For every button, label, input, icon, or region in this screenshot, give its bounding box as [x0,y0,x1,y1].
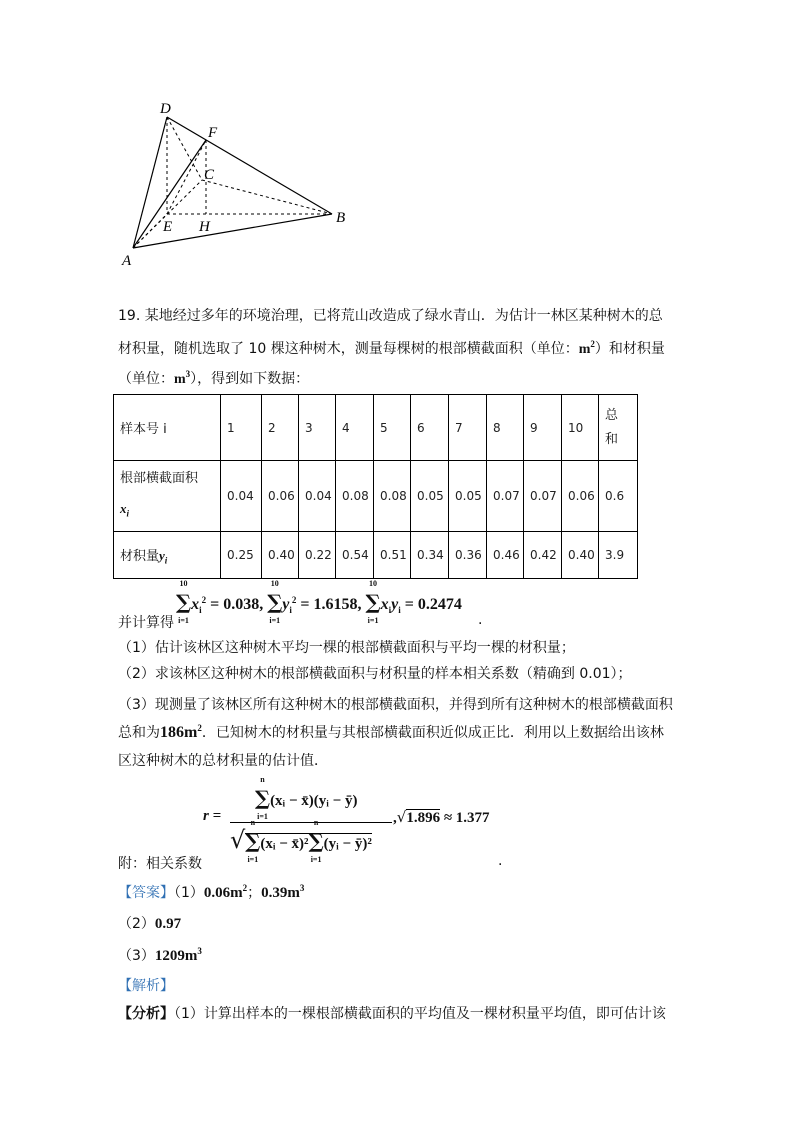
table-cell: 0.51 [374,532,411,579]
label-C: C [204,167,215,183]
edge-CB [202,180,332,214]
header-col: 8 [487,395,524,461]
table-cell: 0.08 [336,461,374,532]
table-cell: 0.05 [411,461,449,532]
label-D: D [160,101,171,117]
answer-2: （2）0.97 [118,916,182,932]
sums-end: . [478,612,483,628]
formula-end: . [498,853,503,869]
header-label: 样本号 i [114,395,221,461]
answer-3: $(3)1209m^3$ [118,946,202,964]
unit-area: $m^2$ [578,339,595,357]
answer-tag: 【答案】 [118,885,174,901]
table-row-header [114,395,638,461]
sqrt-icon: √ [230,826,246,854]
data-table [113,394,638,579]
table-cell: 0.54 [336,532,374,579]
table-cell: 0.42 [524,532,562,579]
table-cell: 0.04 [299,461,336,532]
table-row-y [114,532,638,579]
table-cell: 0.46 [487,532,524,579]
question-line-2-text: 材积量，随机选取了 10 棵这种树木，测量每棵树的根部横截面积（单位： [118,341,579,357]
part-3-line-2: 总和为$186m^2$．已知树木的材积量与其根部横截面积近似成正比．利用以上数据给出该林 [118,723,664,741]
part-3-line-3: 区这种树木的总材积量的估计值． [118,753,328,769]
unit-volume: $m^3$ [174,369,191,387]
header-col: 1 [221,395,262,461]
sqrt-icon: √ [396,808,407,826]
sums-prefix: 并计算得 [118,615,174,631]
header-col: 10 [562,395,599,461]
table-cell: 0.34 [411,532,449,579]
table-cell: 0.04 [221,461,262,532]
table-cell: 0.06 [562,461,599,532]
table-cell: 0.07 [487,461,524,532]
row-x-label: 根部横截面积 $x_i$ [114,461,221,532]
table-cell: 0.36 [449,532,487,579]
table-row-x [114,461,638,532]
part-2: （2）求该林区这种树木的根部横截面积与材积量的样本相关系数（精确到 0.01）； [118,666,632,682]
question-line-2-text-b: ）和材积量 [594,341,665,357]
sigma-3: 10 ∑ i=1 [365,579,381,625]
table-cell: 0.08 [374,461,411,532]
question-line-2 [118,338,665,358]
label-E: E [163,219,173,235]
label-H: H [199,219,210,235]
tetrahedron-figure [110,95,370,275]
formula-aside: ,√1.896 ≈ 1.377 [393,808,490,826]
edge-DC [167,117,202,180]
label-A: A [122,253,132,269]
header-total: 总 和 [599,395,638,461]
question-line-3: （单位：$m^3$），得到如下数据： [118,369,310,387]
total-area-value: $186m^2$ [160,723,202,741]
table-cell: 0.22 [299,532,336,579]
header-col: 6 [411,395,449,461]
header-col: 9 [524,395,562,461]
analysis-tag: 【解析】 [118,978,174,994]
analysis-line: 【分析】（1）计算出样本的一棵根部横截面积的平均值及一棵材积量平均值，即可估计该 [118,1006,666,1022]
part-1: （1）估计该林区这种树木平均一棵的根部横截面积与平均一棵的材积量； [118,640,575,656]
edge-DA [133,117,167,248]
header-col: 4 [336,395,374,461]
table-cell: 0.05 [449,461,487,532]
table-cell: 0.06 [262,461,299,532]
header-col: 7 [449,395,487,461]
formula-numerator: n ∑ i=1 (xᵢ − x̄)(yᵢ − ȳ) [255,775,358,821]
label-B: B [336,210,346,226]
row-y-label: 材积量$y_i$ [114,532,221,579]
header-col: 5 [374,395,411,461]
table-cell: 0.40 [562,532,599,579]
table-cell: 0.40 [262,532,299,579]
sigma-1: 10 ∑ i=1 [176,579,192,625]
formula-prefix: 附：相关系数 [118,856,202,872]
sums-formula: 10 ∑ i=1 $x_i^2 = 0.038$, 10 ∑ i=1 $y_i^2 = 1.6158$, 10 ∑ i=1 $x_iy_i = 0.2474$ [176,579,462,625]
header-col: 3 [299,395,336,461]
label-F: F [208,125,218,141]
table-cell-total: 3.9 [599,532,638,579]
formula-denominator: √ n ∑ i=1 (xᵢ − x̄)² n ∑ i=1 (yᵢ − ȳ)² [230,818,372,864]
formula-r: r = [203,808,222,824]
table-cell: 0.25 [221,532,262,579]
fenxi-tag: 【分析】 [118,1006,174,1022]
table-cell-total: 0.6 [599,461,638,532]
table-cell: 0.07 [524,461,562,532]
question-line-1: 19. 某地经过多年的环境治理，已将荒山改造成了绿水青山．为估计一林区某种树木的总 [118,308,663,324]
sigma-2: 10 ∑ i=1 [267,579,283,625]
edge-DB [167,117,332,214]
part-3-line-1: （3）现测量了该林区所有这种树木的根部横截面积，并得到所有这种树木的根部横截面积 [118,697,673,713]
answer-1: 【答案】$(1)0.06m^2$；$0.39m^3$ [118,883,305,901]
header-col: 2 [262,395,299,461]
